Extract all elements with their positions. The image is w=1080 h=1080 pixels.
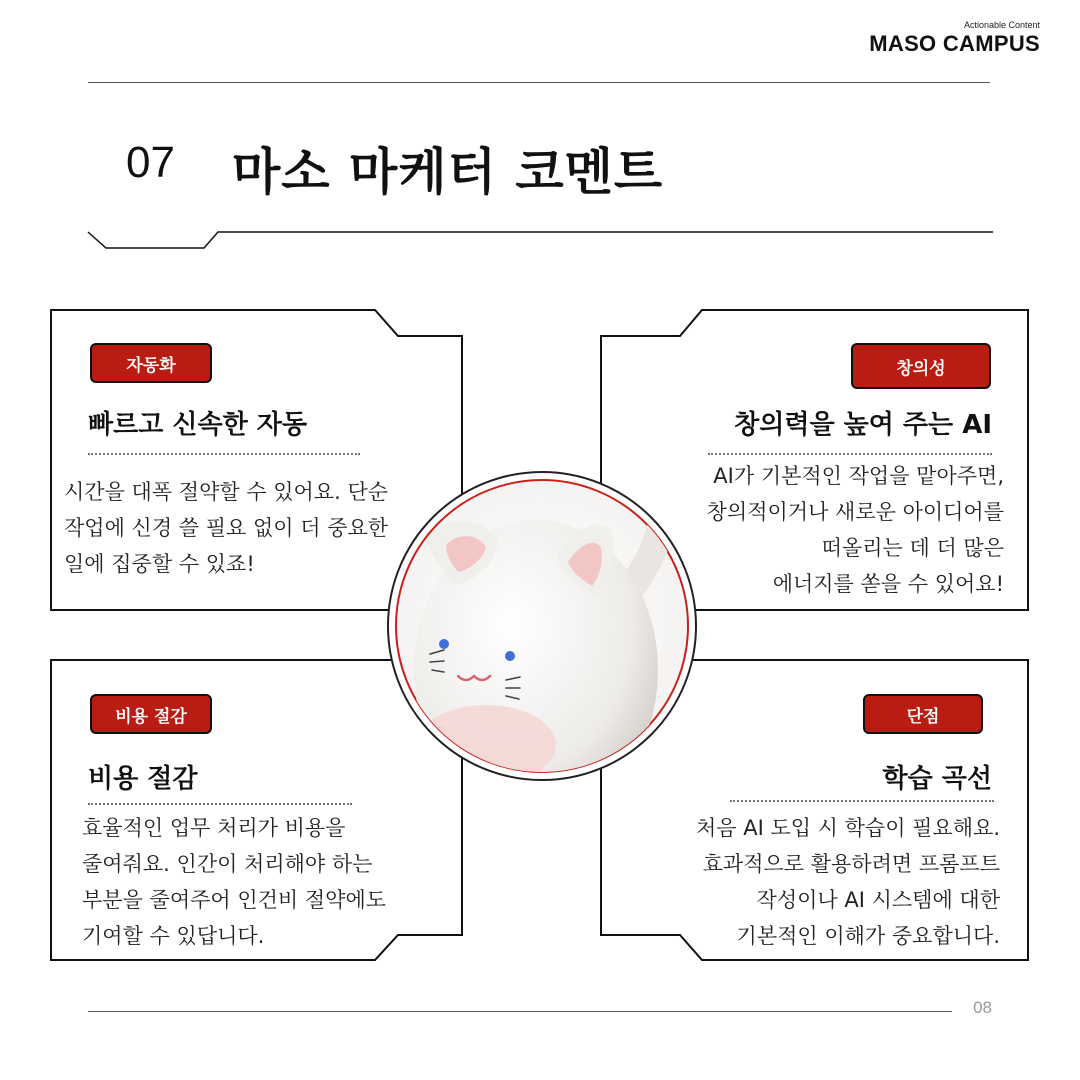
section-title: 마소 마케터 코멘트	[232, 143, 664, 201]
card-title-cost-saving: 비용 절감	[88, 764, 198, 794]
tag-drawback: 단점	[863, 694, 983, 734]
white-cat-mascot-icon	[386, 470, 698, 782]
card-title-automation: 빠르고 신속한 자동	[88, 410, 308, 440]
card-title-creativity: 창의력을 높여 주는 AI	[734, 410, 992, 440]
footer-divider	[88, 1011, 952, 1012]
card-body-creativity: AI가 기본적인 작업을 맡아주면, 창의적이거나 새로운 아이디어를 떠올리는 데 더 많은 에너지를 쏟을 수 있어요!	[706, 464, 1004, 596]
title-dotted-rule	[88, 803, 352, 805]
card-body-learning-curve: 처음 AI 도입 시 학습이 필요해요. 효과적으로 활용하려면 프롬프트 작성이나 AI 시스템에 대한 기본적인 이해가 중요합니다.	[695, 816, 1000, 948]
title-dotted-rule	[708, 453, 992, 455]
brand-logo: MASO CAMPUS	[869, 31, 1040, 56]
brand-tagline: Actionable Content	[963, 20, 1040, 30]
card-body-automation: 시간을 대폭 절약할 수 있어요. 단순 작업에 신경 쓸 필요 없이 더 중요한 일에 집중할 수 있죠!	[64, 480, 389, 576]
title-dotted-rule	[730, 800, 994, 802]
tag-automation: 자동화	[90, 343, 212, 383]
card-body-cost-saving: 효율적인 업무 처리가 비용을 줄여줘요. 인간이 처리해야 하는 부분을 줄여주어 인건비 절약에도 기여할 수 있답니다.	[82, 816, 387, 948]
card-title-learning-curve: 학습 곡선	[882, 764, 992, 794]
tag-cost-saving: 비용 절감	[90, 694, 212, 734]
page-number: 08	[973, 998, 992, 1017]
title-dotted-rule	[88, 453, 360, 455]
tag-creativity: 창의성	[851, 343, 991, 389]
section-number: 07	[126, 138, 175, 187]
